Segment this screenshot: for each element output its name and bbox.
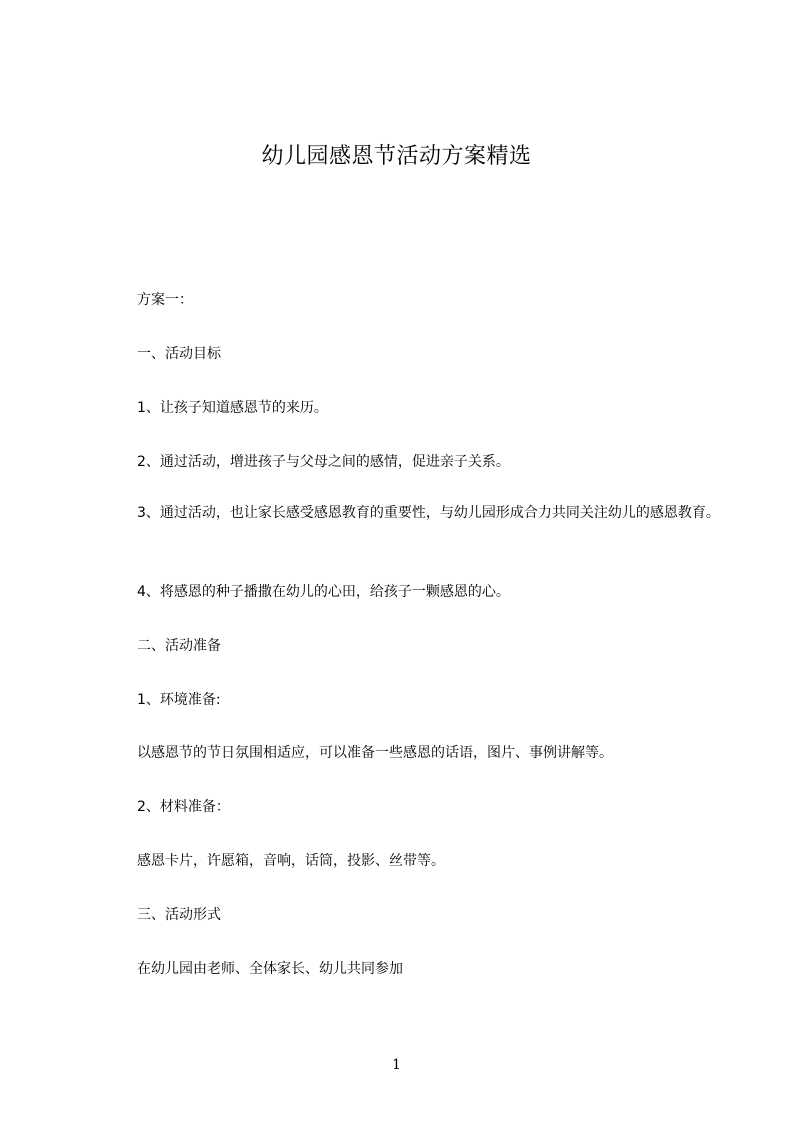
- paragraph-plan-one: 方案一：: [137, 292, 193, 308]
- goal-item-4: 4、将感恩的种子播撒在幼儿的心田，给孩子一颗感恩的心。: [137, 584, 510, 600]
- prep-item-materials: 2、材料准备：: [137, 799, 230, 815]
- document-title: 幼儿园感恩节活动方案精选: [261, 144, 532, 169]
- prep-environment-text: 以感恩节的节日氛围相适应，可以准备一些感恩的话语，图片、事例讲解等。: [137, 745, 613, 761]
- goal-item-1: 1、让孩子知道感恩节的来历。: [137, 400, 328, 416]
- heading-activity-goals: 一、活动目标: [137, 346, 221, 362]
- heading-activity-preparation: 二、活动准备: [137, 638, 221, 654]
- heading-activity-format: 三、活动形式: [137, 907, 221, 923]
- goal-item-2: 2、通过活动，增进孩子与父母之间的感情，促进亲子关系。: [137, 454, 510, 470]
- prep-item-environment: 1、环境准备:: [137, 692, 221, 708]
- page-number: 1: [392, 1057, 401, 1073]
- goal-item-3: 3、通过活动，也让家长感受感恩教育的重要性，与幼儿园形成合力共同关注幼儿的感恩教育。: [137, 505, 720, 521]
- prep-materials-text: 感恩卡片，许愿箱，音响，话筒，投影、丝带等。: [137, 853, 445, 869]
- activity-format-text: 在幼儿园由老师、全体家长、幼儿共同参加: [137, 961, 403, 977]
